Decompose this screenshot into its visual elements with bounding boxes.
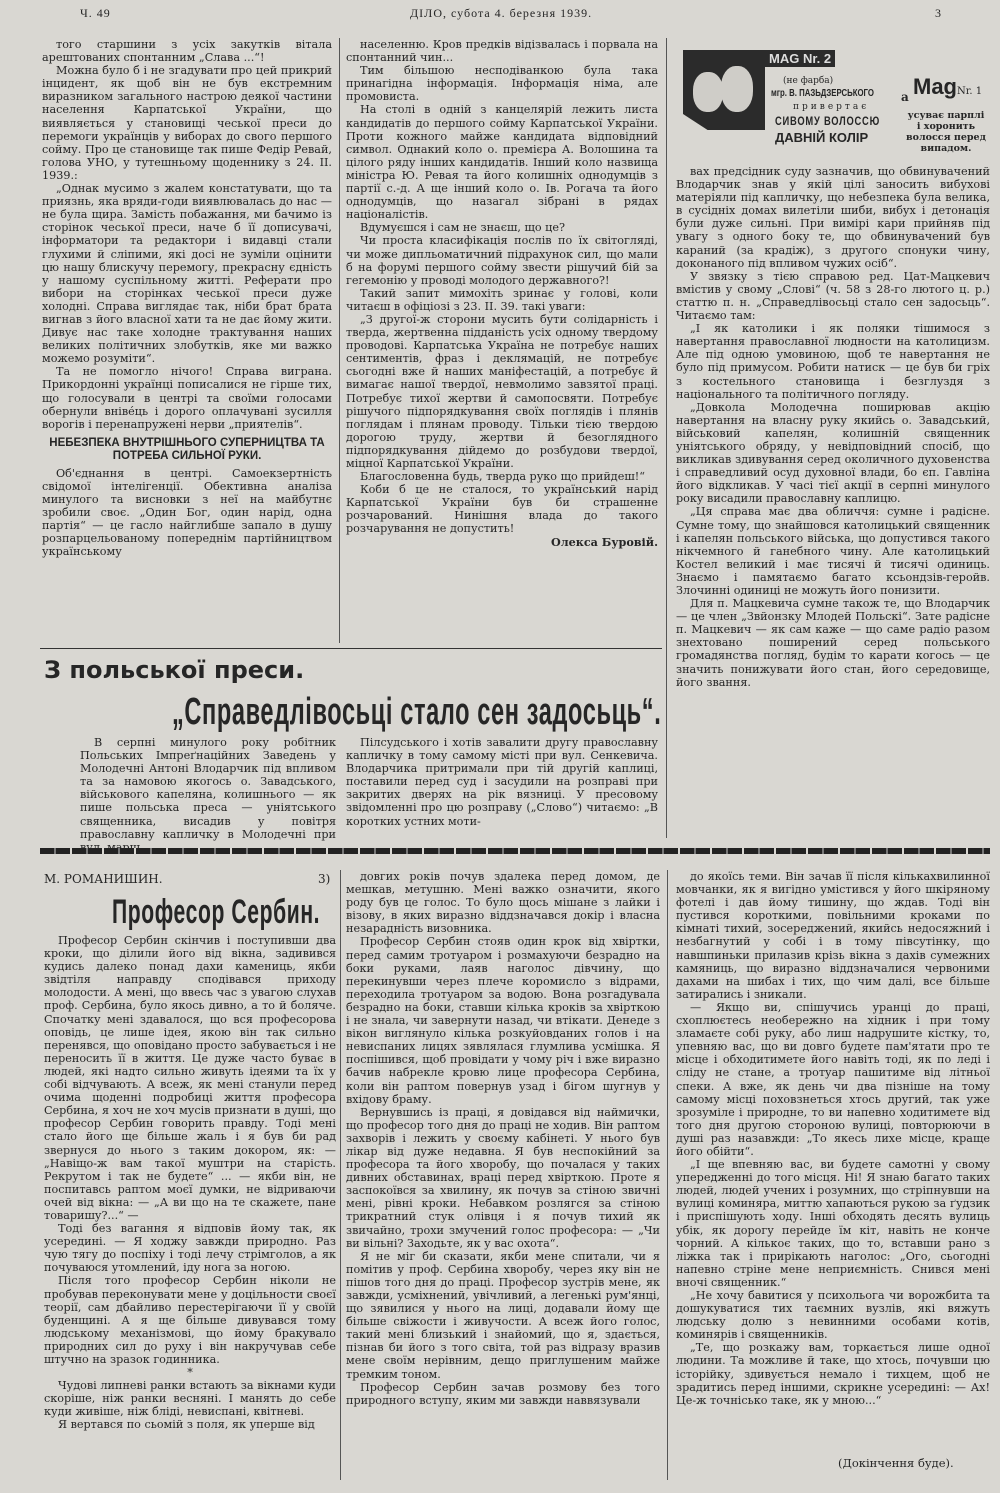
paragraph: Об'єднання в центрі. Самоекзертність свідомої інтелігенції. Обективна аналіза минулого та висновки з неї на майбутнє зробили своє. „Один Бог, один нарід, одна партія“ — це гасло найглибше запало в душу розпарцельованому попереднім партійництвом українському xyxy=(42,466,332,559)
top-article-column-2 xyxy=(346,38,658,645)
paragraph: вах предсідник суду зазначив, що обвинувачений Влодарчик знав у якій цілі заносить вибухові матеріяли під капличку, що небезпека була велика, в сусідніх домах вилетіли шиби, вибух і детонація були дуже сильні. При вимірі кари прийняв під увагу з одного боку те, що обвинувачений був караний (за крадіж), з другого спонуки чину, доконаного під впливом чужих осіб“. xyxy=(676,165,990,270)
polish-press-column-1 xyxy=(80,736,336,841)
paragraph: Чи проста класифікація послів по їх світоглядi, чи може дипльоматичний підрахунок сил, що мали б на форумі першого сойму звести рішучий бій за гегемонію у проводі молодого державного?! xyxy=(346,234,658,287)
paragraph: довгих років почув здалека перед домом, де мешкав, метушню. Мені важко означити, якого роду був це голос. То було щось мішане з лайки і візову, в яких виразно віддзначався докір і власна незарадність визовника. xyxy=(346,870,660,936)
issue-number: Ч. 49 xyxy=(80,6,111,20)
column-divider xyxy=(666,38,667,838)
article-title: „Справедлівосьці стало сен задосьць“. xyxy=(172,691,662,733)
paragraph: Коби б це не сталося, то український нарід Карпатської України був би страшенне розчарований. Нинішня влада до такого розчарування не допустить! xyxy=(346,483,658,536)
ad-text: а xyxy=(901,90,909,104)
paragraph: Професор Сербин зачав розмову без того природного вступу, яким ми завжди наввязували xyxy=(346,1380,660,1407)
paragraph: „І як католики і як поляки тішимося з навертання православної людности на католицизм. Але під одною умовиною, щоб те навертання не було під примусом. Робити натиск — це був би гріх з костельного становища і безглуздя з національного та політичного погляду. xyxy=(676,322,990,401)
column-divider xyxy=(340,870,341,1480)
paragraph: Благословенна будь, тверда руко що прийдеш!“ xyxy=(360,470,645,484)
decorative-rule xyxy=(40,848,990,854)
author-signature: Олекса Буровій. xyxy=(550,534,658,549)
subheading: НЕБЕЗПЕКА ВНУТРІШНЬОГО СУПЕРНИЦТВА ТА ПОТРЕБА СИЛЬНОЇ РУКИ. xyxy=(49,436,325,462)
paragraph: „Довкола Молодечна поширював акцію навертання на власну руку якийсь о. Завадський, військовий капелян, колишній священник уніятського обряду, у невідповідний спосіб, що викликав здивування серед околичного духовенства і справедливий осуд духовної влади, бо єп. Гавліна його відкликав. У часі тієї акції в серпні минулого року висадили православну каплицю. xyxy=(676,400,990,506)
paragraph: „Те, що розкажу вам, торкається лише одної людини. Та можливе й таке, що хтось, почувши цю історійку, здивується немало і тихцем, щоб не зрадитись перед іншими, скрикне усередині: — Ах! Це-ж точнісько таке, як у мною...“ xyxy=(676,1341,990,1407)
polish-press-column-2 xyxy=(346,736,658,836)
ad-text: привертає xyxy=(793,102,870,112)
section-title: З польської преси. xyxy=(44,656,305,684)
paragraph: Можна було б і не згадувати про цей прикрий інцидент, як щоб він не був екстремним виразником загального настрою деякої частини населення Карпатської України, що виявляється у становищі чеської преси до перемоги українців у виборах до свого першого сойму. Про це становище так пише Федір Ревай, голова УНО, у тутешньому щоденнику з 24. II. 1939.: xyxy=(42,64,332,182)
paragraph: Та не помогло нічого! Справа виграна. Прикордонні українці пописалися не гірше тих, що голосували в центрі та своїми голосами обернули вніве́ць і дорого оплачувані зусилля ворогів і перенапружені нерви „приятелів“. xyxy=(42,365,332,431)
paragraph: „З другої-ж сторони мусить бути солідарність і тверда, жертвенна підданість усіх одному твердому проводові. Карпатська Україна не потребує наших сентиментів, фраз і деклямацій, не потребує сьогодні вже й наших маніфестацій, а потребує й вимагає нашої твердої, невмолимо завзятої праці. Потребує тихої жертви й самопосвяти. Потребує рішучого підпорядкування своїх поглядів і плянів поглядам і плянам проводу. Тільки тією твердою дорогою труду, жертви й безоглядного підпорядкування дійдемо до розбудови твердої, міцної Карпатської України. xyxy=(346,312,658,470)
hair-dye-advertisement xyxy=(683,38,986,158)
ad-text: ДАВНІЙ КОЛІР xyxy=(775,130,869,145)
feuilleton-part: 3) xyxy=(318,872,331,886)
couple-illustration xyxy=(683,50,765,130)
feuilleton-author: М. РОМАНИШИН. xyxy=(44,872,163,886)
top-article-column-1 xyxy=(42,38,332,643)
paragraph: Я вертався по сьомій з поля, як уперше від xyxy=(58,1418,315,1432)
paragraph: до якоїсь теми. Він зачав її після кількахвилинної мовчанки, як я вигідно умістився у його шкіряному фотелі і дав йому тишину, що ждав. Тоді він пустився короткими, повільними кроками по кімнаті тихий, зосереджений, якийсь недосяжний і незбагнутий у собі і в тому півсутінку, що навшпиньки прилазив крізь вікна з дахів сумежних камяниць, що виразно віддзначалися червоними дахами на шибах і тих, що чим далі, все більше затирались і зникали. xyxy=(676,870,990,1001)
paragraph: „Ця справа має два обличчя: сумне і радісне. Сумне тому, що знайшовся католицький священник і капелян польського війська, що допустився такого нікчемного й ганебного чину. Але католицький Костел великий і має тисячі й тисячі одиниць. Знаємо і памятаємо багато ксьондзів-геройв. Злочинні одиниці не можуть його понизити. xyxy=(676,505,990,597)
paragraph: На столі в одній з канцелярій лежить листа кандидатів до першого сойму Карпатської України. Проти кожного майже кандидата відповідний символ. Однакий коло о. премієра А. Волошина та цілого ряду інших кандидатів. Інший коло назвища міністра Ю. Ревая та його колишніх однодумців з партії с.-д. А ще інший коло о. Ів. Рогача та його однодумців, що назагал зібрані в рядах націоналістів. xyxy=(346,103,658,222)
ad-text: СИВОМУ ВОЛОССЮ xyxy=(775,114,881,128)
paragraph: Тоді без вагання я відповів йому так, як усередині. — Я ходжу завжди природно. Раз чую тягу до поспіху і тоді лечу стрімголов, а як почуваюся утомлений, іду нога за ногою. xyxy=(44,1222,336,1275)
paragraph: Я не міг би сказати, якби мене спитали, чи я помітив у проф. Сербина хворобу, через яку він не пішов того дня до праці. Професор зустрів мене, як завжди, усміхнений, увічливий, а легенькі рум'янці, що зявилися у нього на лиці, додавали йому ще більше свіжости і живучости. А всеж його голос, такий мені близький і знайомий, що я, здається, пізнав би його з того світа, той раз відразу вразив мене своїм нерівним, дещо приглушеним майже тремким тоном. xyxy=(346,1249,660,1381)
paragraph: Для п. Мацкевича сумне також те, що Влодарчик — це член „Звйонзку Млодей Польскі“. Зате радісне п. Мацкевич — як сам каже — що саме радіо разом знехтовано поширений серед польського громадянства погляд, будім то карати когось — це значить понижувати його стан, його середовище, його звання. xyxy=(676,597,990,689)
paragraph: „І ще впевняю вас, ви будете самотні у свому упередженні до того місця. Ні! Я знаю багато таких людей, людей учених і розумних, що стріпнувши на вулиці коминяра, миттю хапаються рукою за ґудзик і приспішують ходу. Інші обходять десять вулиць убік, як дорогу перейде їм кіт, навіть не конче чорний. А кількоє таких, що то, вставши рано з ліжка так і прирікають наголос: „Ого, сьогодні напевно стріне мене неприємність. Снився мені вночі священник.“ xyxy=(676,1158,990,1289)
paragraph: Після того професор Сербин ніколи не пробував переконувати мене у доцільности своєї теорії, сам дбайливо перестерігаючи її у своїй буденщині. А я ще більше дивувався тому людському механізмові, що йому бракувало природних сил до руху і він накручував себе штучно на зразок годинника. xyxy=(44,1274,336,1366)
column-divider xyxy=(339,38,340,643)
paragraph: Професор Сербин стояв один крок від хвіртки, перед самим тротуаром і розмахуючи безрадно на боки руками, лаяв наголос дівчину, що перекинувши через плече коромисло з відрами, переходила тротуаром за водою. Вона розгадувала безрадно на боки, ставши кілька кроків за хвірткою і не знала, чи завернути назад, чи втікати. Денеде з вікон виглянуло кілька розкуйовданих голов і на невиспаних лицях зявлялася глумлива усмішка. Я поспішився, щоб провідати у чому річ і вже виразно бачив набрекле кровю лице професора Сербина, коли він раптом повернув узад і бігом шугнув у вхідову браму. xyxy=(346,935,660,1106)
paragraph: В серпні минулого року робітник Польських Імпреґнаційних Заведень у Молодечні Антоні Влодарчик під впливом та за намовою якогось о. Завадського, військового капеляна, колишнього — як пише польська преса — уніятського священника, висадив у повітря православну капличку в Молодечні при xyxy=(80,736,336,841)
paragraph: Пілсудського і хотів завалити другу православну капличку в тому самому місті при вул. Сенкевича. Влодарчика притримали при тій другій каплиці, поставили перед суд і засудили на розправі при закритих дверях на рік вязниці. У пресовому звідомленні про цю розправу („Слово“) читаємо: „В коротких устних моти- xyxy=(346,736,658,828)
paragraph: * xyxy=(187,1366,193,1380)
paragraph: Тим більшою несподіванкою була така принагідна інформація. Інформація німа, але промовиста. xyxy=(346,64,658,104)
ad-text: (не фарба) xyxy=(783,76,834,86)
paragraph: „Однак мусимо з жалем констатувати, що та приязнь, яка вряди-годи виявлювалась до нас — не була щира. Замість побажання, ми бачимо із сторінок чеської преси, наче б її дописувачі, інформатори та редактори і видавці стали глухими й сліпими, які досі не зуміли оцінити цю нашу блискучу перемогу, прекрасну єдність у нашому суспільному житті. Реферати про вибори на сторінках чеської преси дуже холодні. Справа виглядає так, ніби брат брата вигнав з його власної хати та не дає йому жити. Дивує нас таке холодне трактування наших великих політичних злобутків, яке ми важко можемо розуміти“. xyxy=(42,182,332,366)
feuilleton-column-2 xyxy=(346,870,660,1482)
newspaper-masthead: ДІЛО, субота 4. березня 1939. xyxy=(410,6,593,20)
paragraph: У звязку з тією справою ред. Цат-Мацкевич вмістив у свому „Слові“ (ч. 58 з 28-го лютого ц. р.) статтю п. н. „Справедлівосьці стало сен задосьць“. Читаємо там: xyxy=(676,269,990,323)
paragraph: — Якщо ви, спішучись уранці до праці, схоплюєтесь необережно на хідник і при тому зламаєте собі руку, або лиш надрушите кістку, то, упевняю вас, що ви довго будете пам'ятати про те місце і обходитимете його навіть тоді, як по леді і сліду не стане, а тротуар пашитиме від літньої спеки. А вже, як день чи два пізніше на тому самому місці поховзнеться хтось другий, так уже зрозуміле і природне, то ви напевно ходитимете від того дня другою стороною вулиці, повторюючи в душі раз назавжди: „То якесь лихе місце, краще його обійти“. xyxy=(676,1000,990,1158)
feuilleton-column-3 xyxy=(676,870,990,1450)
ad-brand-mag1: Mag xyxy=(913,74,957,99)
polish-press-column-3 xyxy=(676,165,990,835)
section-divider xyxy=(40,648,662,649)
paragraph: Професор Сербин скінчив і поступивши два кроки, що ділили його від вікна, задивився кудись далеко понад дахи камениць, якби звідтіля направду сподівався приходу молодости. А мені, що ввесь час з увагою слухав проф. Сербина, було якось дивно, а то й боляче. Спочатку мені здавалося, що вся професорова оповідь, це лише ідея, якою він так сильно перенявся, що оповідано просто забувається і не переносить її в життя. Це дуже часто буває в людей, які надто сильно живуть ідеями та їх у собі відчувають. А всеж, як мені станули перед очима щоденні подробиці життя професора Сербина, я хоч не хоч мусів признати в душі, що професор Сербин говорить правду. Тоді мені стало його ще більше жаль і я був би рад звернуся до нього з таким докором, як: — „Навіщо-ж вам такої муштри на старість. Рекрутом і так не будете“ ... — якби він, не поспитавсь раптом моєї думки, не відриваючи очей від вікна: — „А ви що на те скажете, пане товаришу?...“ — xyxy=(44,934,336,1222)
feuilleton-title: Професор Сербин. xyxy=(112,893,321,931)
paragraph: населенню. Кров предків відізвалась і порвала на спонтанний чин... xyxy=(346,38,658,65)
ad-text: усуває парплі і хоронить волосся перед випадом. xyxy=(906,110,986,154)
paragraph: Вернувшись із праці, я довідався від наймички, що професор того дня до праці не ходив. Він раптом захворів і лежить у своєму кабінеті. У нього був лікар від дуже недавна. Я був неспокійний за професора та його хворобу, що почалася у таких дивних обставинах, враці перед хвірткою. Проте я заспокоївся за хвилину, як почув за стіною звичні мені, рівні кроки. Небавком розлягся за стіною трикратний стук олівця і я почув тихий як звичайно, трохи змучений голос професора: — „Чи ви вільні? Заходьте, як у вас охота“. xyxy=(346,1105,660,1250)
ad-text: мгр. В. ПАЗЬДЗЕРСЬКОГО xyxy=(771,88,874,99)
paragraph: Вдумуєшся і сам не знаєш, що це? xyxy=(360,221,565,235)
paragraph: „Не хочу бавитися у психольога чи ворожбита та дошукуватися тих таємних вузлів, які вяжуть людську долю з невинними особами котів, коминярів і священників. xyxy=(676,1289,990,1342)
paragraph: того старшини з усіх закутків вітала арештованих спонтанним „Слава ...“! xyxy=(42,38,332,65)
ad-text: Nr. 1 xyxy=(957,86,983,97)
continued-note: (Докінчення буде). xyxy=(838,1456,954,1470)
paragraph: Чудові липневі ранки встають за вікнами куди скоріше, ніж ранки весняні. І манять до себе куди живіше, ніж блідi, невиспані, квітневі. xyxy=(44,1379,336,1419)
ad-brand-mag2: MAG Nr. 2 xyxy=(765,50,835,67)
paragraph: Такий запит мимохіть зринає у голові, коли читаєш в офіціозі з 23. II. 39. такі уваги: xyxy=(346,286,658,313)
column-divider xyxy=(667,870,668,1480)
feuilleton-column-1 xyxy=(44,934,336,1476)
page-number: 3 xyxy=(935,6,942,20)
